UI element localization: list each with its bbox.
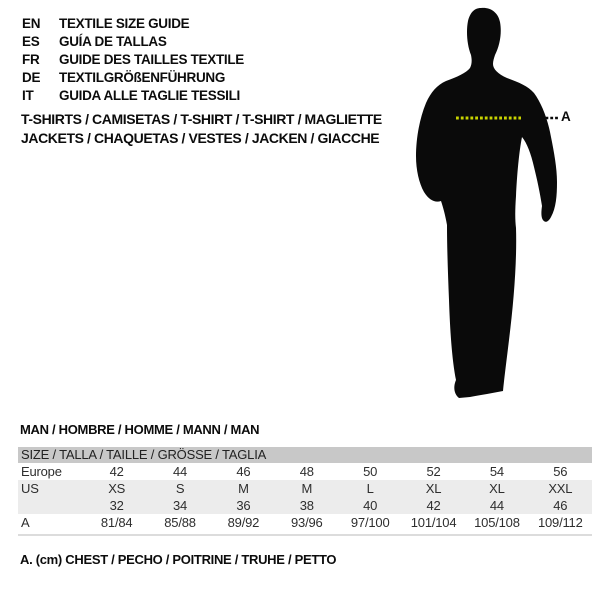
row-label: A [21, 515, 30, 530]
table-bottom-rule [18, 534, 592, 536]
language-title: GUÍA DE TALLAS [59, 34, 167, 49]
language-row [22, 51, 244, 69]
language-code: ES [22, 34, 40, 49]
table-row-us [18, 480, 592, 497]
language-list [22, 15, 244, 105]
size-cell: 42 [109, 464, 124, 479]
size-cell: 34 [173, 498, 188, 513]
size-cell: 32 [109, 498, 124, 513]
man-silhouette-shape [416, 8, 557, 398]
category-line-jackets: JACKETS / CHAQUETAS / VESTES / JACKEN / GIACCHE [21, 130, 380, 146]
language-title: TEXTILGRÖßENFÜHRUNG [59, 70, 226, 85]
language-code: FR [22, 52, 40, 67]
language-code: DE [22, 70, 41, 85]
table-row-us-numeric [18, 497, 592, 514]
man-silhouette [405, 0, 580, 405]
size-cell: M [301, 481, 313, 496]
language-code: IT [22, 88, 34, 103]
size-cell: XL [489, 481, 505, 496]
size-cell: 48 [299, 464, 314, 479]
size-cell: 38 [299, 498, 314, 513]
size-cell: 40 [363, 498, 378, 513]
language-row [22, 33, 244, 51]
size-cell: 36 [236, 498, 251, 513]
size-cell: M [238, 481, 249, 496]
size-cell: L [366, 481, 374, 496]
size-table-header: SIZE / TALLA / TAILLE / GRÖSSE / TAGLIA [18, 447, 592, 463]
size-cell: 44 [489, 498, 504, 513]
size-cell: 42 [426, 498, 441, 513]
size-cell: 46 [236, 464, 251, 479]
size-cell: 89/92 [227, 515, 260, 530]
size-cell: 109/112 [537, 515, 583, 530]
language-row [22, 87, 244, 105]
size-cell: 93/96 [291, 515, 323, 530]
size-cell: 105/108 [474, 515, 520, 530]
size-cell: 101/104 [410, 515, 457, 530]
size-cell: 81/84 [100, 515, 133, 530]
size-cell: 44 [173, 464, 188, 479]
language-title: TEXTILE SIZE GUIDE [59, 16, 190, 31]
size-cell: XL [425, 481, 442, 496]
size-cell: 54 [489, 464, 504, 479]
category-line-tshirts: T-SHIRTS / CAMISETAS / T-SHIRT / T-SHIRT / MAGLIETTE [21, 111, 382, 127]
row-label [18, 497, 85, 514]
section-title-man: MAN / HOMBRE / HOMME / MANN / MAN [20, 422, 260, 437]
language-title: GUIDE DES TAILLES TEXTILE [59, 52, 245, 67]
size-cell: 85/88 [164, 515, 196, 530]
size-cell: S [175, 481, 185, 496]
language-title: GUIDA ALLE TAGLIE TESSILI [59, 88, 240, 103]
row-label: US [21, 481, 39, 496]
measure-footnote: A. (cm) CHEST / PECHO / POITRINE / TRUHE / PETTO [20, 552, 337, 567]
size-cell: XXL [548, 481, 573, 496]
size-cell: 46 [553, 498, 568, 513]
size-cell: XS [108, 481, 126, 496]
table-row-chest [18, 514, 592, 531]
size-cell: 97/100 [350, 515, 390, 530]
language-row [22, 69, 244, 87]
language-row [22, 15, 244, 33]
table-row-europe [18, 463, 592, 480]
row-label: Europe [21, 464, 62, 479]
measure-label-a: A [561, 109, 571, 124]
size-cell: 56 [553, 464, 568, 479]
size-cell: 50 [363, 464, 378, 479]
language-code: EN [22, 16, 41, 31]
size-table [18, 447, 592, 531]
size-cell: 52 [426, 464, 441, 479]
category-list [21, 110, 382, 148]
